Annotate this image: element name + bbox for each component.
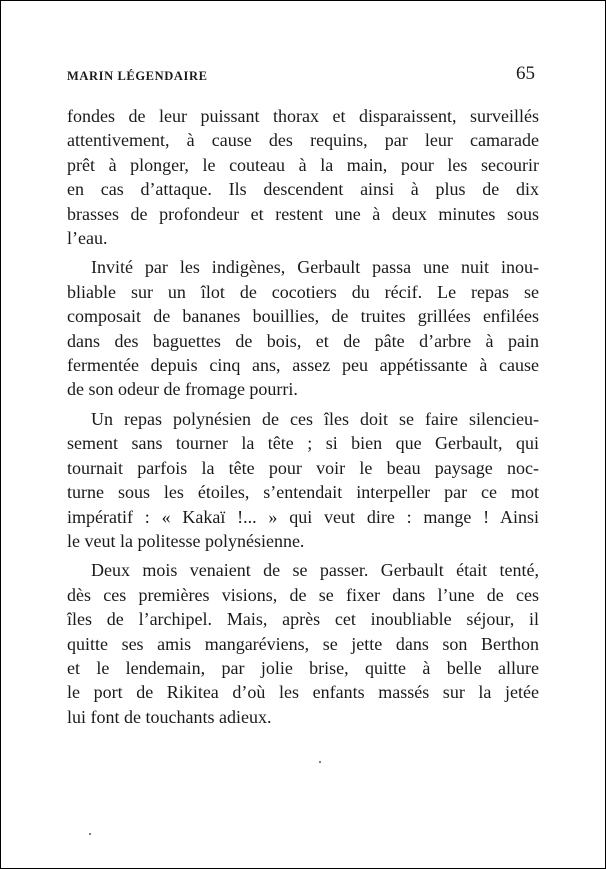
text-line: lui font de touchants adieux.: [67, 706, 272, 727]
text-line: et le lendemain, par jolie brise, quitte à belle allure: [67, 657, 539, 678]
scan-speck: [89, 833, 91, 835]
text-line: brasses de profondeur et restent une à deux minutes sous: [67, 203, 539, 224]
text-line: îles de l’archipel. Mais, après cet inoubliable séjour, il: [67, 609, 539, 630]
page-number: 65: [516, 63, 535, 84]
text-line: tournait parfois la tête pour voir le beau paysage noc-: [67, 457, 539, 478]
body-text: [67, 104, 539, 729]
text-line: dès ces premières visions, de se fixer dans l’une de ces: [67, 584, 539, 605]
text-line: sement sans tourner la tête ; si bien que Gerbault, qui: [67, 433, 539, 454]
text-line: prêt à plonger, le couteau à la main, pour les secourir: [67, 154, 539, 175]
running-head: MARIN LÉGENDAIRE: [67, 69, 208, 83]
text-line: attentivement, à cause des requins, par leur camarade: [67, 130, 539, 151]
text-line: Deux mois venaient de se passer. Gerbault était tenté,: [91, 560, 539, 581]
text-line: l’eau.: [67, 228, 108, 249]
text-line: composait de bananes bouillies, de truites grillées enfilées: [67, 306, 539, 327]
text-line: fondes de leur puissant thorax et disparaissent, surveillés: [67, 106, 539, 126]
paragraph: [67, 407, 539, 553]
paragraph: [67, 104, 539, 250]
text-line: Invité par les indigènes, Gerbault passa une nuit inou-: [91, 257, 539, 278]
paragraph: [67, 255, 539, 401]
text-line: impératif : « Kakaï !... » qui veut dire : mange ! Ainsi: [67, 506, 539, 527]
text-line: le port de Rikitea d’où les enfants massés sur la jetée: [67, 682, 539, 703]
text-line: le veut la politesse polynésienne.: [67, 530, 305, 551]
text-line: en cas d’attaque. Ils descendent ainsi à plus de dix: [67, 179, 539, 200]
scan-speck: [319, 761, 321, 763]
text-line: Un repas polynésien de ces îles doit se faire silencieu-: [91, 408, 539, 429]
text-line: quitte ses amis mangaréviens, se jette dans son Berthon: [67, 633, 539, 654]
text-line: bliable sur un îlot de cocotiers du récif. Le repas se: [67, 281, 539, 302]
text-line: fermentée depuis cinq ans, assez peu appétissante à cause: [67, 355, 539, 376]
text-line: turne sous les étoiles, s’entendait interpeller par ce mot: [67, 482, 539, 503]
text-line: dans des baguettes de bois, et de pâte d’arbre à pain: [67, 330, 539, 351]
paragraph: [67, 558, 539, 729]
text-line: de son odeur de fromage pourri.: [67, 379, 298, 400]
